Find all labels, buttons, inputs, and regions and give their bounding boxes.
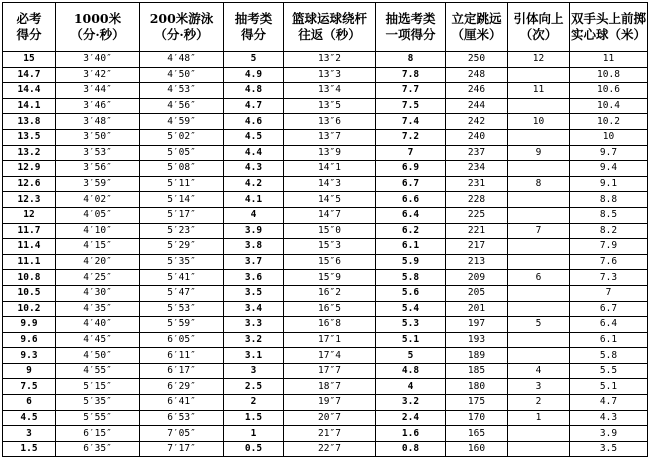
cell-basketball-dribble: 15″0: [284, 223, 376, 239]
table-row: [3, 98, 648, 114]
cell-pull-up: [508, 192, 570, 208]
header-line: 必考: [16, 11, 42, 26]
cell-standing-long-jump: 221: [446, 223, 508, 239]
cell-medicine-ball: 9.1: [570, 176, 648, 192]
cell-standing-long-jump: 246: [446, 83, 508, 99]
cell-standing-long-jump: 180: [446, 379, 508, 395]
cell-required-score: 10.2: [3, 301, 56, 317]
cell-1000m: 4′40″: [56, 317, 140, 333]
cell-required-score: 10.5: [3, 285, 56, 301]
cell-selected-score: 5.3: [376, 317, 446, 333]
cell-selected-score: 7: [376, 145, 446, 161]
table-row: [3, 441, 648, 457]
cell-basketball-dribble: 14″1: [284, 161, 376, 177]
cell-standing-long-jump: 205: [446, 285, 508, 301]
cell-1000m: 3′50″: [56, 129, 140, 145]
cell-selected-score: 4: [376, 379, 446, 395]
table-row: [3, 348, 648, 364]
cell-medicine-ball: 7.3: [570, 270, 648, 286]
cell-standing-long-jump: 193: [446, 332, 508, 348]
table-row: [3, 239, 648, 255]
cell-1000m: 3′59″: [56, 176, 140, 192]
cell-basketball-dribble: 18″7: [284, 379, 376, 395]
cell-standing-long-jump: 160: [446, 441, 508, 457]
cell-pull-up: 1: [508, 410, 570, 426]
header-line: （次）: [519, 27, 558, 42]
header-line: 得分: [240, 27, 266, 42]
cell-selected-score: 5.9: [376, 254, 446, 270]
cell-200m-swim: 4′53″: [140, 83, 224, 99]
cell-standing-long-jump: 209: [446, 270, 508, 286]
cell-category-score: 1.5: [224, 410, 284, 426]
cell-standing-long-jump: 228: [446, 192, 508, 208]
cell-medicine-ball: 5.5: [570, 363, 648, 379]
cell-selected-score: 4.8: [376, 363, 446, 379]
cell-selected-score: 6.9: [376, 161, 446, 177]
cell-medicine-ball: 4.7: [570, 395, 648, 411]
cell-selected-score: 5.1: [376, 332, 446, 348]
cell-standing-long-jump: 250: [446, 52, 508, 68]
cell-basketball-dribble: 13″5: [284, 98, 376, 114]
cell-200m-swim: 5′29″: [140, 239, 224, 255]
cell-basketball-dribble: 13″7: [284, 129, 376, 145]
cell-selected-score: 1.6: [376, 426, 446, 442]
cell-required-score: 9: [3, 363, 56, 379]
cell-pull-up: [508, 207, 570, 223]
cell-category-score: 5: [224, 52, 284, 68]
cell-category-score: 3.6: [224, 270, 284, 286]
cell-required-score: 11.7: [3, 223, 56, 239]
cell-medicine-ball: 11: [570, 52, 648, 68]
cell-basketball-dribble: 13″3: [284, 67, 376, 83]
table-row: [3, 223, 648, 239]
cell-required-score: 9.9: [3, 317, 56, 333]
cell-200m-swim: 5′59″: [140, 317, 224, 333]
cell-basketball-dribble: 19″7: [284, 395, 376, 411]
cell-basketball-dribble: 13″6: [284, 114, 376, 130]
score-table: [2, 2, 648, 457]
header-line: 一项得分: [385, 27, 436, 42]
cell-standing-long-jump: 217: [446, 239, 508, 255]
cell-basketball-dribble: 15″6: [284, 254, 376, 270]
cell-selected-score: 7.8: [376, 67, 446, 83]
cell-medicine-ball: 9.7: [570, 145, 648, 161]
cell-pull-up: [508, 254, 570, 270]
cell-category-score: 3.3: [224, 317, 284, 333]
cell-1000m: 5′15″: [56, 379, 140, 395]
cell-category-score: 4.4: [224, 145, 284, 161]
cell-category-score: 3.2: [224, 332, 284, 348]
cell-pull-up: 3: [508, 379, 570, 395]
cell-standing-long-jump: 175: [446, 395, 508, 411]
table-row: [3, 52, 648, 68]
cell-1000m: 5′55″: [56, 410, 140, 426]
cell-basketball-dribble: 14″7: [284, 207, 376, 223]
cell-200m-swim: 6′53″: [140, 410, 224, 426]
header-line: 得分: [16, 27, 42, 42]
cell-200m-swim: 7′05″: [140, 426, 224, 442]
cell-1000m: 3′53″: [56, 145, 140, 161]
cell-selected-score: 7.5: [376, 98, 446, 114]
cell-required-score: 14.4: [3, 83, 56, 99]
cell-selected-score: 8: [376, 52, 446, 68]
cell-standing-long-jump: 240: [446, 129, 508, 145]
header-line: 双手头上前掷: [570, 11, 646, 26]
table-header-row: [3, 3, 648, 52]
table-row: [3, 363, 648, 379]
cell-1000m: 5′35″: [56, 395, 140, 411]
header-line: 篮球运球绕杆: [291, 11, 367, 26]
table-body: [3, 52, 648, 457]
table-row: [3, 254, 648, 270]
header-selected-score: [376, 3, 446, 52]
cell-pull-up: 5: [508, 317, 570, 333]
cell-medicine-ball: 9.4: [570, 161, 648, 177]
cell-basketball-dribble: 22″7: [284, 441, 376, 457]
cell-1000m: 4′35″: [56, 301, 140, 317]
cell-200m-swim: 4′50″: [140, 67, 224, 83]
cell-pull-up: 6: [508, 270, 570, 286]
cell-basketball-dribble: 16″5: [284, 301, 376, 317]
header-line: （厘米）: [451, 27, 502, 42]
table-row: [3, 145, 648, 161]
score-table-container: [2, 2, 647, 455]
cell-basketball-dribble: 13″4: [284, 83, 376, 99]
cell-category-score: 4: [224, 207, 284, 223]
cell-basketball-dribble: 16″8: [284, 317, 376, 333]
cell-category-score: 4.3: [224, 161, 284, 177]
cell-standing-long-jump: 189: [446, 348, 508, 364]
cell-pull-up: 8: [508, 176, 570, 192]
cell-200m-swim: 5′35″: [140, 254, 224, 270]
cell-1000m: 4′45″: [56, 332, 140, 348]
cell-1000m: 6′15″: [56, 426, 140, 442]
cell-basketball-dribble: 15″3: [284, 239, 376, 255]
cell-200m-swim: 7′17″: [140, 441, 224, 457]
cell-selected-score: 7.4: [376, 114, 446, 130]
cell-standing-long-jump: 201: [446, 301, 508, 317]
cell-medicine-ball: 5.8: [570, 348, 648, 364]
cell-pull-up: [508, 301, 570, 317]
cell-standing-long-jump: 213: [446, 254, 508, 270]
cell-standing-long-jump: 248: [446, 67, 508, 83]
cell-200m-swim: 4′56″: [140, 98, 224, 114]
cell-required-score: 13.8: [3, 114, 56, 130]
cell-basketball-dribble: 15″9: [284, 270, 376, 286]
cell-1000m: 3′48″: [56, 114, 140, 130]
cell-category-score: 1: [224, 426, 284, 442]
table-row: [3, 114, 648, 130]
cell-pull-up: 4: [508, 363, 570, 379]
cell-basketball-dribble: 17″7: [284, 363, 376, 379]
cell-required-score: 3: [3, 426, 56, 442]
header-line: 立定跳远: [451, 11, 502, 26]
cell-required-score: 6: [3, 395, 56, 411]
cell-category-score: 3.1: [224, 348, 284, 364]
cell-basketball-dribble: 14″5: [284, 192, 376, 208]
cell-200m-swim: 5′41″: [140, 270, 224, 286]
cell-200m-swim: 6′05″: [140, 332, 224, 348]
cell-category-score: 2: [224, 395, 284, 411]
cell-medicine-ball: 10.4: [570, 98, 648, 114]
table-row: [3, 161, 648, 177]
cell-200m-swim: 6′17″: [140, 363, 224, 379]
cell-200m-swim: 5′02″: [140, 129, 224, 145]
header-line: （分·秒）: [154, 27, 209, 42]
header-standing-long-jump: [446, 3, 508, 52]
cell-basketball-dribble: 14″3: [284, 176, 376, 192]
cell-basketball-dribble: 21″7: [284, 426, 376, 442]
cell-200m-swim: 5′05″: [140, 145, 224, 161]
cell-standing-long-jump: 244: [446, 98, 508, 114]
cell-1000m: 4′50″: [56, 348, 140, 364]
cell-required-score: 12: [3, 207, 56, 223]
cell-standing-long-jump: 197: [446, 317, 508, 333]
header-category-score: [224, 3, 284, 52]
cell-200m-swim: 5′23″: [140, 223, 224, 239]
cell-200m-swim: 6′11″: [140, 348, 224, 364]
cell-pull-up: 2: [508, 395, 570, 411]
table-row: [3, 270, 648, 286]
cell-basketball-dribble: 16″2: [284, 285, 376, 301]
cell-category-score: 3.9: [224, 223, 284, 239]
cell-standing-long-jump: 237: [446, 145, 508, 161]
table-row: [3, 67, 648, 83]
cell-required-score: 12.3: [3, 192, 56, 208]
cell-200m-swim: 5′47″: [140, 285, 224, 301]
cell-category-score: 4.6: [224, 114, 284, 130]
cell-medicine-ball: 3.5: [570, 441, 648, 457]
table-row: [3, 379, 648, 395]
cell-category-score: 3.5: [224, 285, 284, 301]
cell-selected-score: 7.2: [376, 129, 446, 145]
cell-required-score: 9.3: [3, 348, 56, 364]
header-200m-swim: [140, 3, 224, 52]
cell-required-score: 14.1: [3, 98, 56, 114]
cell-1000m: 6′35″: [56, 441, 140, 457]
header-line: 1000米: [73, 11, 122, 26]
cell-medicine-ball: 7.9: [570, 239, 648, 255]
cell-selected-score: 2.4: [376, 410, 446, 426]
cell-1000m: 3′56″: [56, 161, 140, 177]
cell-category-score: 4.7: [224, 98, 284, 114]
header-line: 抽选考类: [385, 11, 436, 26]
cell-pull-up: [508, 441, 570, 457]
cell-200m-swim: 5′08″: [140, 161, 224, 177]
cell-medicine-ball: 6.1: [570, 332, 648, 348]
cell-1000m: 4′15″: [56, 239, 140, 255]
cell-basketball-dribble: 17″4: [284, 348, 376, 364]
table-row: [3, 83, 648, 99]
cell-selected-score: 0.8: [376, 441, 446, 457]
cell-selected-score: 3.2: [376, 395, 446, 411]
cell-pull-up: [508, 161, 570, 177]
cell-pull-up: 10: [508, 114, 570, 130]
header-basketball-dribble: [284, 3, 376, 52]
cell-1000m: 4′55″: [56, 363, 140, 379]
cell-selected-score: 6.7: [376, 176, 446, 192]
header-line: 实心球（米）: [570, 27, 646, 42]
table-row: [3, 207, 648, 223]
cell-required-score: 10.8: [3, 270, 56, 286]
cell-category-score: 0.5: [224, 441, 284, 457]
cell-selected-score: 5.4: [376, 301, 446, 317]
table-row: [3, 426, 648, 442]
cell-basketball-dribble: 13″9: [284, 145, 376, 161]
cell-pull-up: [508, 98, 570, 114]
header-1000m: [56, 3, 140, 52]
cell-category-score: 4.5: [224, 129, 284, 145]
cell-pull-up: [508, 67, 570, 83]
table-row: [3, 285, 648, 301]
header-required-score: [3, 3, 56, 52]
cell-pull-up: [508, 129, 570, 145]
header-pull-up: [508, 3, 570, 52]
cell-medicine-ball: 8.8: [570, 192, 648, 208]
cell-medicine-ball: 6.4: [570, 317, 648, 333]
cell-1000m: 4′20″: [56, 254, 140, 270]
cell-pull-up: 12: [508, 52, 570, 68]
cell-selected-score: 6.4: [376, 207, 446, 223]
cell-pull-up: 7: [508, 223, 570, 239]
cell-200m-swim: 5′17″: [140, 207, 224, 223]
cell-standing-long-jump: 170: [446, 410, 508, 426]
cell-basketball-dribble: 13″2: [284, 52, 376, 68]
cell-medicine-ball: 7.6: [570, 254, 648, 270]
cell-required-score: 14.7: [3, 67, 56, 83]
cell-selected-score: 5.6: [376, 285, 446, 301]
cell-standing-long-jump: 225: [446, 207, 508, 223]
cell-1000m: 3′44″: [56, 83, 140, 99]
cell-category-score: 3.4: [224, 301, 284, 317]
cell-required-score: 15: [3, 52, 56, 68]
cell-pull-up: [508, 348, 570, 364]
cell-category-score: 4.9: [224, 67, 284, 83]
cell-200m-swim: 5′11″: [140, 176, 224, 192]
cell-required-score: 9.6: [3, 332, 56, 348]
cell-category-score: 3.7: [224, 254, 284, 270]
cell-medicine-ball: 10.6: [570, 83, 648, 99]
cell-pull-up: [508, 332, 570, 348]
header-line: 200米游泳: [149, 11, 214, 26]
cell-pull-up: 11: [508, 83, 570, 99]
table-row: [3, 301, 648, 317]
cell-standing-long-jump: 234: [446, 161, 508, 177]
cell-required-score: 11.1: [3, 254, 56, 270]
cell-basketball-dribble: 17″1: [284, 332, 376, 348]
cell-1000m: 4′05″: [56, 207, 140, 223]
cell-category-score: 2.5: [224, 379, 284, 395]
cell-1000m: 4′30″: [56, 285, 140, 301]
cell-medicine-ball: 4.3: [570, 410, 648, 426]
cell-selected-score: 6.6: [376, 192, 446, 208]
cell-category-score: 3: [224, 363, 284, 379]
header-line: 往返（秒）: [298, 27, 361, 42]
cell-standing-long-jump: 165: [446, 426, 508, 442]
cell-pull-up: [508, 285, 570, 301]
cell-required-score: 7.5: [3, 379, 56, 395]
header-medicine-ball: [570, 3, 648, 52]
table-row: [3, 410, 648, 426]
cell-selected-score: 7.7: [376, 83, 446, 99]
cell-medicine-ball: 3.9: [570, 426, 648, 442]
cell-1000m: 4′25″: [56, 270, 140, 286]
table-row: [3, 176, 648, 192]
cell-200m-swim: 6′41″: [140, 395, 224, 411]
header-line: 引体向上: [513, 11, 564, 26]
header-line: 抽考类: [234, 11, 273, 26]
cell-pull-up: 9: [508, 145, 570, 161]
cell-1000m: 4′02″: [56, 192, 140, 208]
header-line: （分·秒）: [70, 27, 125, 42]
cell-medicine-ball: 10.2: [570, 114, 648, 130]
cell-selected-score: 5: [376, 348, 446, 364]
cell-basketball-dribble: 20″7: [284, 410, 376, 426]
cell-1000m: 3′42″: [56, 67, 140, 83]
cell-200m-swim: 6′29″: [140, 379, 224, 395]
cell-medicine-ball: 10.8: [570, 67, 648, 83]
cell-required-score: 13.2: [3, 145, 56, 161]
table-row: [3, 192, 648, 208]
cell-standing-long-jump: 242: [446, 114, 508, 130]
cell-category-score: 4.2: [224, 176, 284, 192]
cell-required-score: 12.6: [3, 176, 56, 192]
cell-medicine-ball: 7: [570, 285, 648, 301]
cell-200m-swim: 4′59″: [140, 114, 224, 130]
cell-1000m: 3′40″: [56, 52, 140, 68]
table-row: [3, 129, 648, 145]
cell-category-score: 4.1: [224, 192, 284, 208]
table-row: [3, 317, 648, 333]
cell-medicine-ball: 8.2: [570, 223, 648, 239]
cell-required-score: 4.5: [3, 410, 56, 426]
cell-selected-score: 6.2: [376, 223, 446, 239]
table-row: [3, 395, 648, 411]
cell-medicine-ball: 5.1: [570, 379, 648, 395]
cell-standing-long-jump: 231: [446, 176, 508, 192]
cell-selected-score: 5.8: [376, 270, 446, 286]
cell-200m-swim: 5′14″: [140, 192, 224, 208]
cell-category-score: 4.8: [224, 83, 284, 99]
cell-required-score: 1.5: [3, 441, 56, 457]
cell-selected-score: 6.1: [376, 239, 446, 255]
cell-1000m: 4′10″: [56, 223, 140, 239]
cell-pull-up: [508, 426, 570, 442]
cell-standing-long-jump: 185: [446, 363, 508, 379]
cell-required-score: 12.9: [3, 161, 56, 177]
cell-required-score: 11.4: [3, 239, 56, 255]
cell-required-score: 13.5: [3, 129, 56, 145]
cell-pull-up: [508, 239, 570, 255]
table-row: [3, 332, 648, 348]
cell-200m-swim: 4′48″: [140, 52, 224, 68]
cell-medicine-ball: 10: [570, 129, 648, 145]
cell-1000m: 3′46″: [56, 98, 140, 114]
cell-200m-swim: 5′53″: [140, 301, 224, 317]
cell-medicine-ball: 8.5: [570, 207, 648, 223]
cell-category-score: 3.8: [224, 239, 284, 255]
cell-medicine-ball: 6.7: [570, 301, 648, 317]
